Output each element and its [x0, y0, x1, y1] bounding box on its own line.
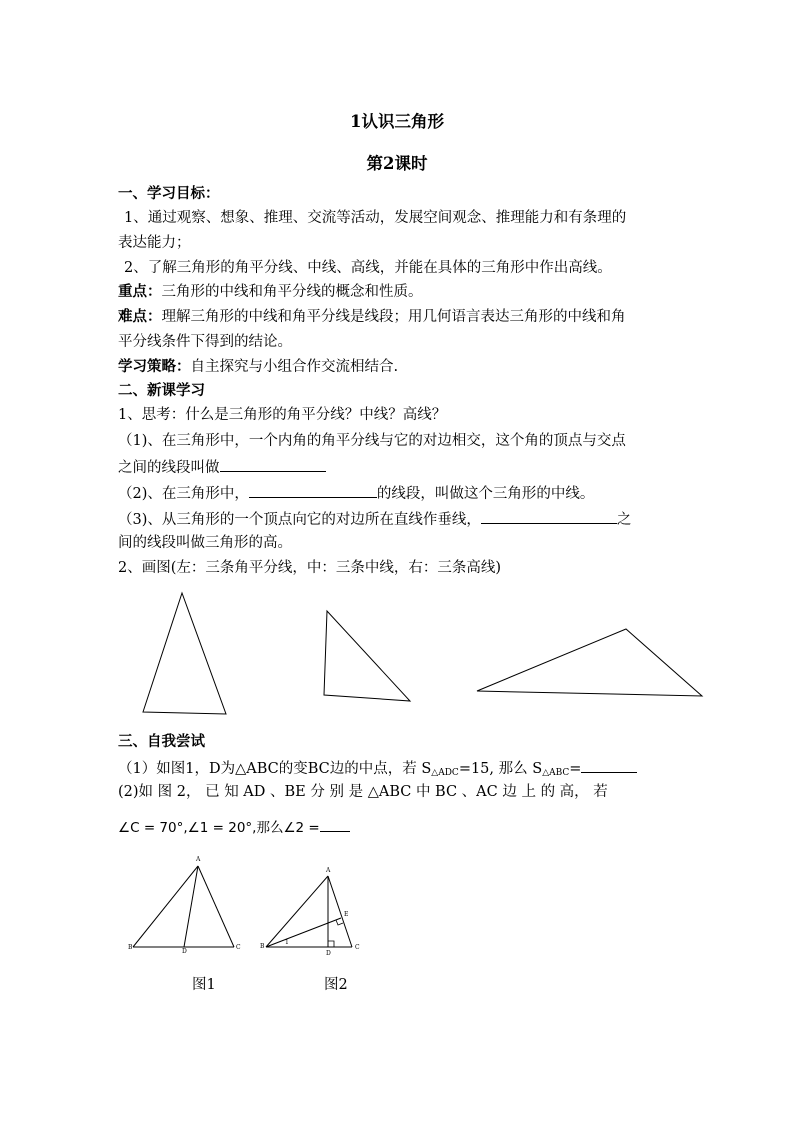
problem-1 — [118, 757, 637, 783]
page-subtitle: 第2课时 — [366, 154, 428, 173]
question-1-3c: 间的线段叫做三角形的高。 — [118, 535, 292, 551]
triangle-middle — [324, 611, 410, 701]
self-try-heading: 三、自我尝试 — [118, 733, 205, 750]
figure-2-caption: 图2 — [324, 977, 348, 993]
fig2-label-e: E — [344, 911, 349, 918]
problem-2b-text: ∠C = 70°,∠1 = 20°,那么∠2 = — [118, 820, 320, 836]
difficulty-text-a: 理解三角形的中线和角平分线是线段；用几何语言表达三角形的中线和角 — [161, 309, 626, 325]
problem-2b — [118, 816, 350, 838]
question-1: 1、思考：什么是三角形的角平分线？中线？高线？ — [118, 407, 447, 423]
fig1-label-c: C — [236, 944, 241, 951]
difficulty-text-b: 平分线条件下得到的结论。 — [118, 334, 292, 350]
fig1-label-b: B — [128, 944, 133, 951]
key-label: 重点： — [118, 283, 162, 300]
fig2-label-b: B — [260, 943, 265, 950]
answer-blank-4[interactable] — [581, 757, 637, 773]
problem-2a: (2)如 图 2， 已 知 AD 、BE 分 别 是 △ABC 中 BC 、AC 边 上 的 高， 若 — [118, 784, 608, 800]
fig1-label-d: D — [182, 948, 187, 955]
answer-blank-5[interactable] — [320, 816, 350, 832]
triangle-left — [143, 593, 226, 714]
new-lesson-heading: 二、新课学习 — [118, 382, 205, 399]
difficulty-label: 难点： — [118, 308, 162, 325]
problem-1-sub-2: △ABC — [542, 768, 570, 778]
problem-1-sub-1: △ADC — [431, 768, 459, 778]
goal-item-1b: 表达能力； — [118, 235, 191, 251]
problem-1-text-a: （1）如图1，D为△ABC的变BC边的中点，若 S — [118, 761, 432, 777]
key-text: 三角形的中线和角平分线的概念和性质。 — [161, 284, 423, 300]
question-1-2a-text: （2)、在三角形中， — [118, 486, 249, 502]
fig2-label-c: C — [355, 944, 360, 951]
question-2: 2、画图(左：三条角平分线，中：三条中线，右：三条高线) — [118, 560, 502, 576]
page-title: 1认识三角形 — [350, 112, 444, 131]
problem-1-text-c: = — [569, 761, 582, 777]
goal-item-1a: 1、通过观察、想象、推理、交流等活动，发展空间观念、推理能力和有条理的 — [124, 210, 627, 226]
fig2-label-d: D — [326, 950, 331, 957]
question-1-2b-text: 的线段，叫做这个三角形的中线。 — [376, 486, 595, 502]
question-1-3a-text: （3)、从三角形的一个顶点向它的对边所在直线作垂线， — [118, 512, 481, 528]
question-1-1a: （1)、在三角形中，一个内角的角平分线与它的对边相交，这个角的顶点与交点 — [118, 433, 626, 449]
fig2-label-a: A — [326, 867, 331, 874]
goal-item-2: 2、了解三角形的角平分线、中线、高线，并能在具体的三角形中作出高线。 — [124, 260, 612, 276]
figure-2 — [266, 876, 352, 947]
figure-1 — [133, 866, 234, 947]
question-1-1b-text: 之间的线段叫做 — [118, 460, 220, 476]
fig2-label-angle1: 1 — [285, 939, 289, 946]
strategy-text: 自主探究与小组合作交流相结合. — [190, 359, 399, 375]
question-1-3b-text: 之 — [616, 512, 632, 528]
figure-1-caption: 图1 — [192, 977, 216, 993]
strategy-label: 学习策略： — [118, 358, 191, 375]
fig1-label-a: A — [196, 856, 201, 863]
problem-1-text-b: =15, 那么 S — [458, 761, 543, 777]
triangle-right — [477, 629, 702, 696]
goals-heading: 一、学习目标： — [118, 185, 220, 202]
